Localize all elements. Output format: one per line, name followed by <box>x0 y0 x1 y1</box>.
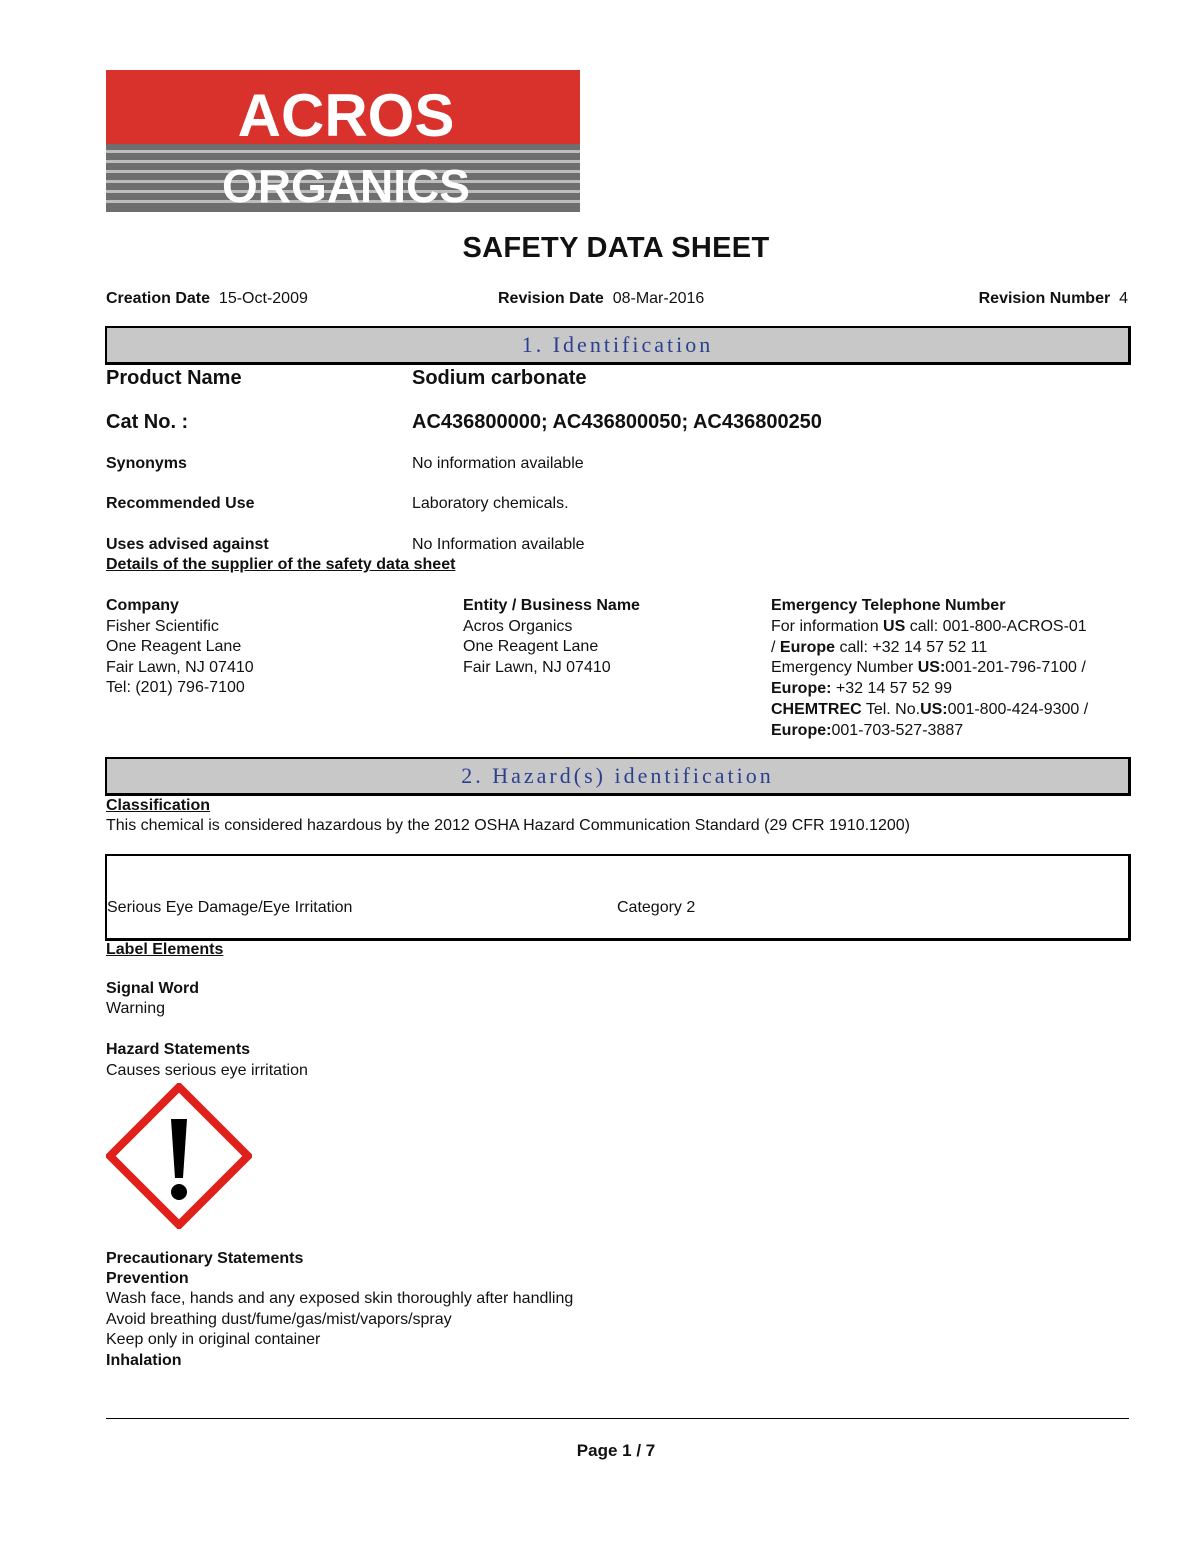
prevention-label: Prevention <box>106 1270 189 1287</box>
hazard-class: Serious Eye Damage/Eye Irritation <box>107 899 353 916</box>
company-line: Fair Lawn, NJ 07410 <box>106 658 254 676</box>
precautionary-statements-label: Precautionary Statements <box>106 1250 304 1267</box>
entity-block <box>463 596 640 678</box>
signal-word-label: Signal Word <box>106 980 200 997</box>
hazard-statements-label: Hazard Statements <box>106 1041 251 1058</box>
entity-line: Acros Organics <box>463 617 573 635</box>
emergency-line: For information US call: 001-800-ACROS-01 <box>771 617 1087 635</box>
inhalation-label: Inhalation <box>106 1352 182 1369</box>
recommended-use-label: Recommended Use <box>106 495 255 512</box>
footer-divider <box>106 1418 1129 1419</box>
creation-date: Creation Date 15-Oct-2009 <box>106 290 308 307</box>
prevention-line: Keep only in original container <box>106 1331 321 1348</box>
page-title: SAFETY DATA SHEET <box>462 232 770 264</box>
emergency-line: CHEMTREC Tel. No.US:001-800-424-9300 / <box>771 700 1089 718</box>
revision-number: Revision Number 4 <box>978 290 1128 307</box>
logo-acros-text: ACROS <box>237 82 455 149</box>
entity-line: One Reagent Lane <box>463 638 599 655</box>
entity-line: Fair Lawn, NJ 07410 <box>463 658 611 676</box>
emergency-line: Emergency Number US:001-201-796-7100 / <box>771 659 1086 677</box>
logo-organics-text: ORGANICS <box>222 160 470 212</box>
company-block <box>106 596 254 699</box>
emergency-line: Europe:001-703-527-3887 <box>771 721 964 739</box>
hazard-category: Category 2 <box>617 899 696 916</box>
emergency-block <box>771 596 1131 742</box>
uses-advised-against-value: No Information available <box>412 536 585 553</box>
recommended-use-value: Laboratory chemicals. <box>412 495 569 512</box>
emergency-heading: Emergency Telephone Number <box>771 597 1006 614</box>
synonyms-value: No information available <box>412 455 584 472</box>
classification-heading: Classification <box>106 797 211 814</box>
emergency-line: / Europe call: +32 14 57 52 11 <box>771 638 988 656</box>
supplier-heading: Details of the supplier of the safety data sheet <box>106 556 456 573</box>
exclamation-mark-pictogram-icon <box>106 1083 252 1229</box>
company-line: Fisher Scientific <box>106 617 219 635</box>
section-1-header: 1. Identification <box>105 326 1131 365</box>
prevention-line: Avoid breathing dust/fume/gas/mist/vapors/spray <box>106 1311 452 1328</box>
cat-no-label: Cat No. : <box>106 411 189 433</box>
company-heading: Company <box>106 597 179 614</box>
classification-text: This chemical is considered hazardous by the 2012 OSHA Hazard Communication Standard (29 CFR 1910.1200) <box>106 817 910 834</box>
section-2-header: 2. Hazard(s) identification <box>105 757 1131 796</box>
emergency-line: Europe: +32 14 57 52 99 <box>771 680 953 698</box>
revision-date: Revision Date 08-Mar-2016 <box>498 290 705 307</box>
entity-heading: Entity / Business Name <box>463 597 640 614</box>
synonyms-label: Synonyms <box>106 455 187 472</box>
product-name-value: Sodium carbonate <box>412 367 587 389</box>
classification-table <box>105 854 1131 941</box>
company-line: One Reagent Lane <box>106 638 242 655</box>
cat-no-value: AC436800000; AC436800050; AC436800250 <box>412 411 822 433</box>
signal-word-value: Warning <box>106 1000 165 1017</box>
uses-advised-against-label: Uses advised against <box>106 536 269 553</box>
hazard-statements-value: Causes serious eye irritation <box>106 1062 308 1079</box>
page-number: Page 1 / 7 <box>576 1441 656 1460</box>
acros-organics-logo <box>106 70 580 212</box>
product-name-label: Product Name <box>106 367 242 389</box>
label-elements-heading: Label Elements <box>106 941 224 958</box>
company-line: Tel: (201) 796-7100 <box>106 679 245 696</box>
prevention-line: Wash face, hands and any exposed skin thoroughly after handling <box>106 1290 574 1307</box>
